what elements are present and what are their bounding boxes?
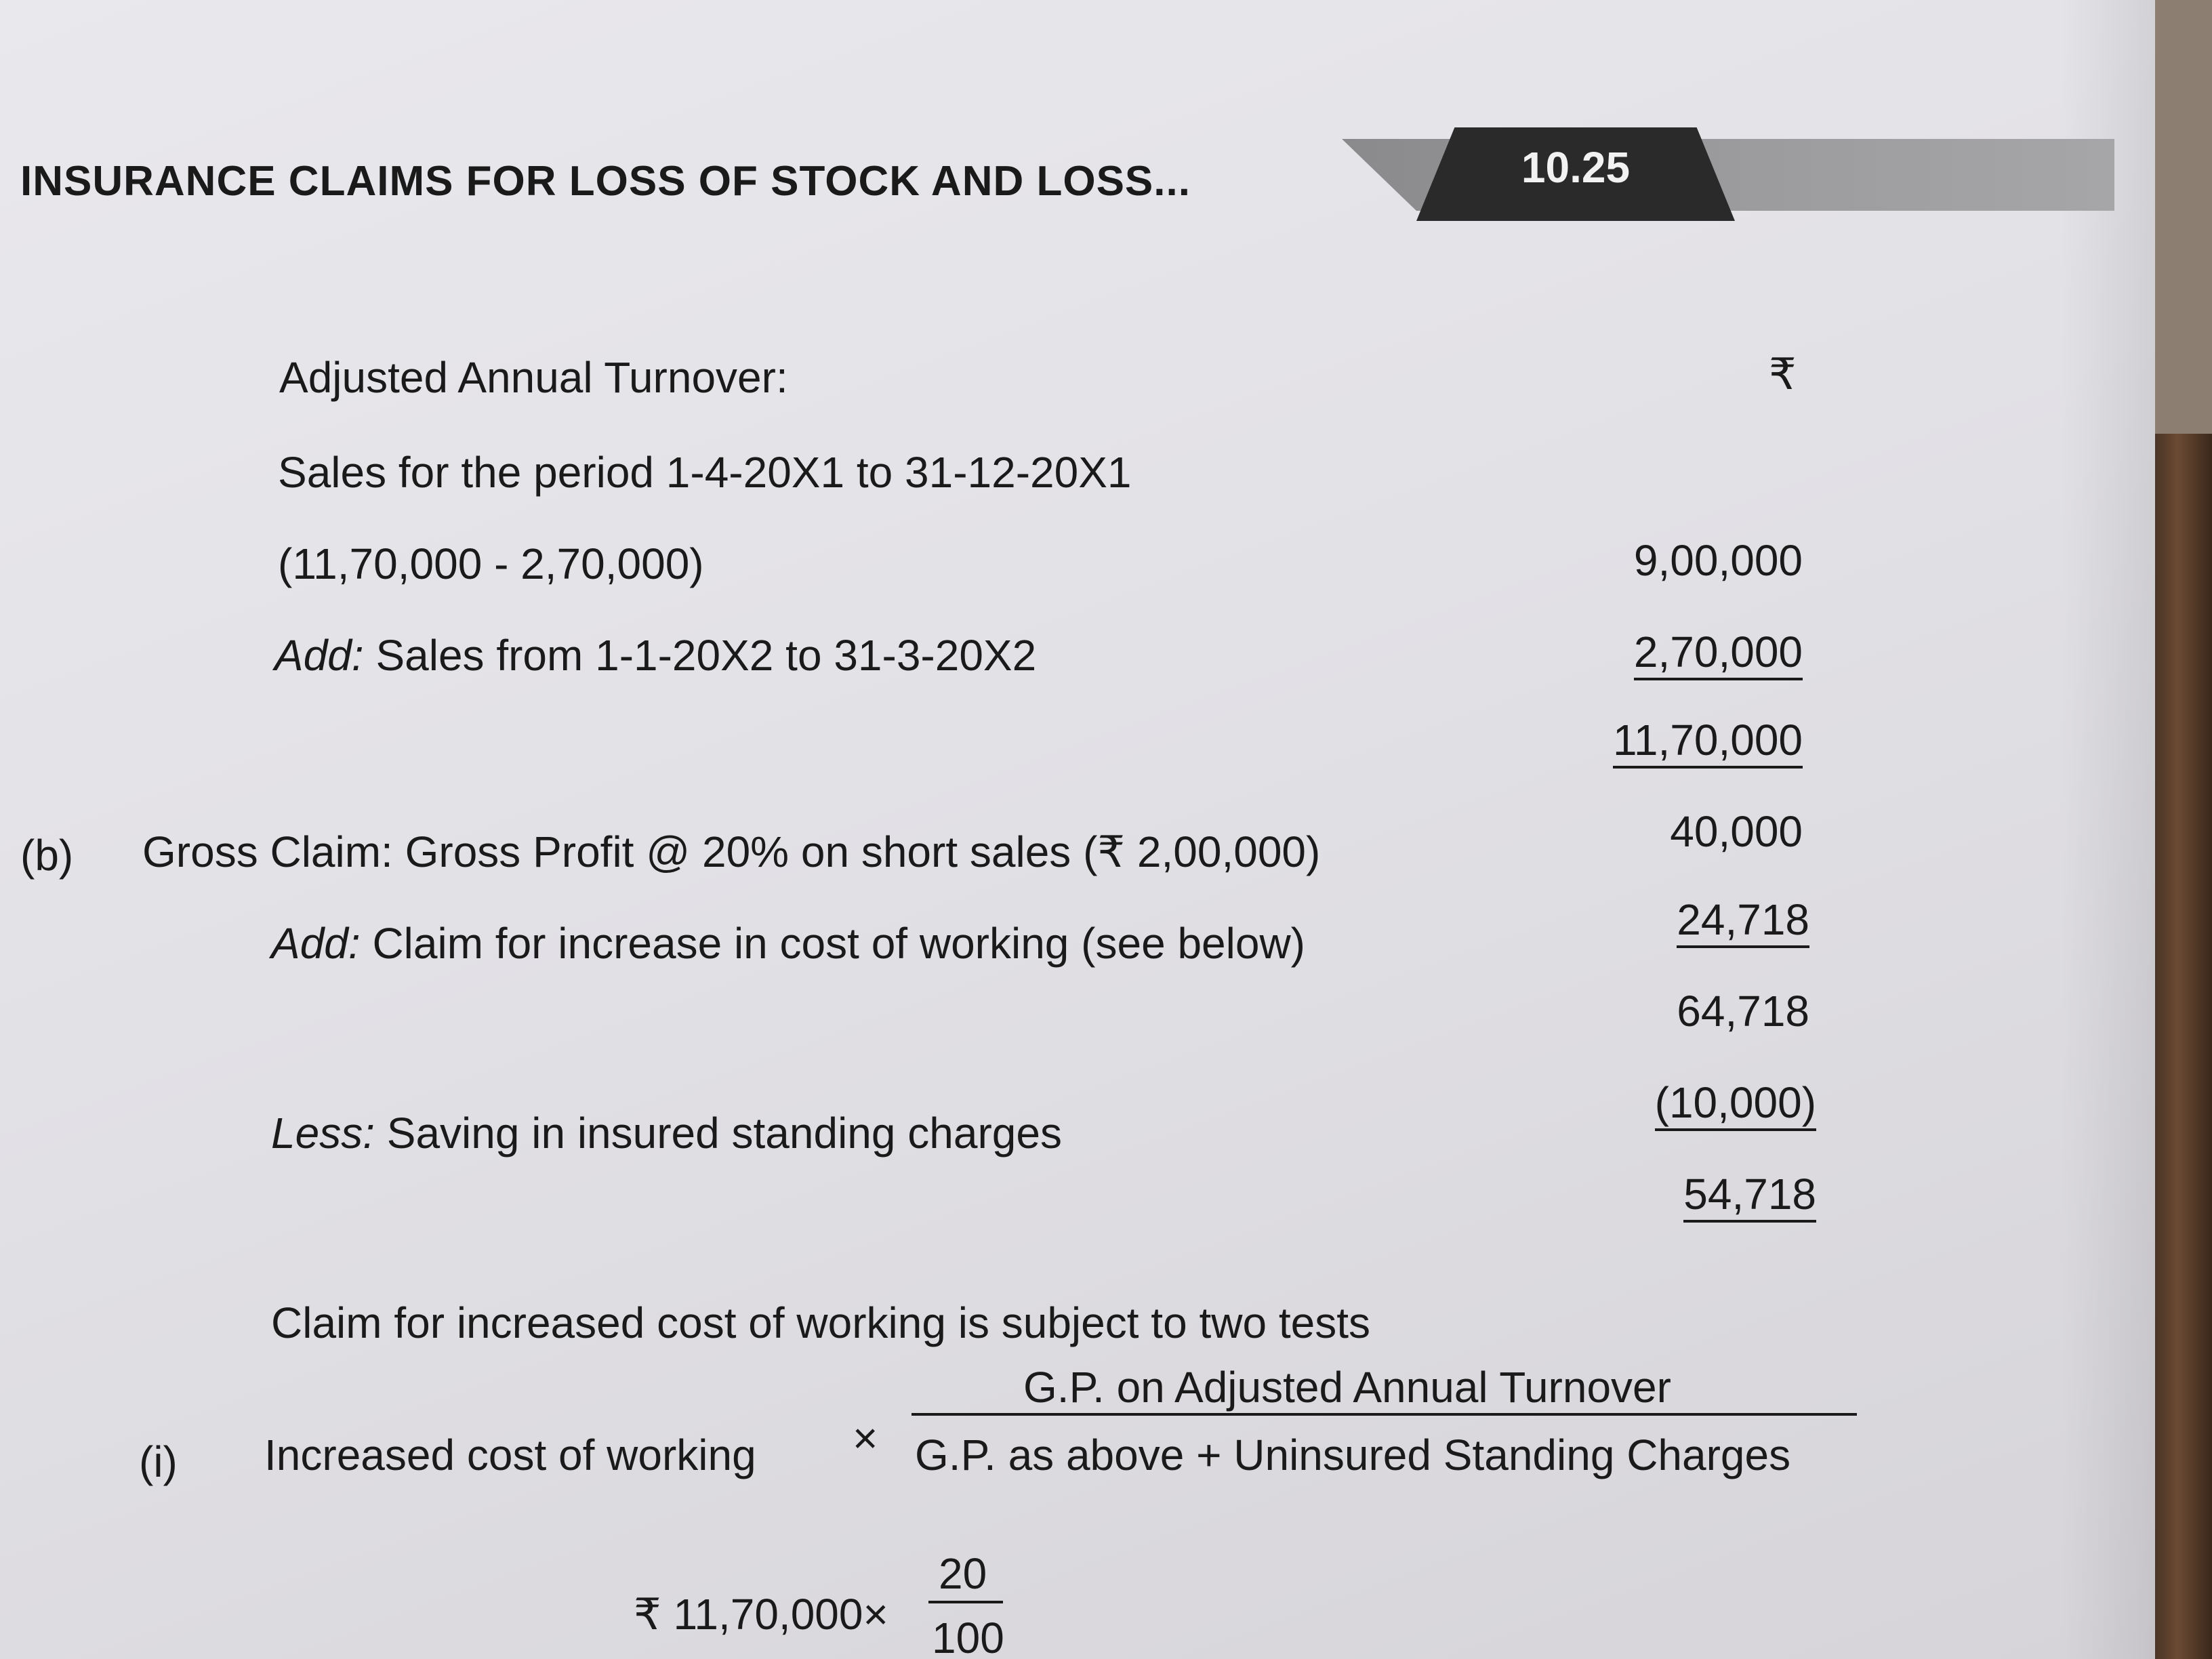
add-sales-line	[274, 630, 1036, 680]
add-sales-value-wrap	[1593, 627, 1803, 677]
add-sales-text: Sales from 1-1-20X2 to 31-3-20X2	[375, 631, 1037, 680]
less-saving-value: (10,000)	[1655, 1078, 1816, 1131]
net-claim-value: 54,718	[1683, 1170, 1816, 1223]
tests-intro: Claim for increased cost of working is subject to two tests	[271, 1298, 1370, 1347]
page-shade	[2060, 0, 2155, 1659]
add-claim-line	[271, 918, 1305, 968]
add-sales-value: 2,70,000	[1634, 628, 1803, 680]
add-claim-value: 24,718	[1677, 895, 1809, 948]
gross-claim-text: Gross Claim: Gross Profit @ 20% on short sales (₹ 2,00,000)	[142, 827, 1321, 876]
test-item-text: Increased cost of working	[264, 1431, 756, 1479]
turnover-total-value: 11,70,000	[1613, 716, 1803, 769]
gross-claim-value: 40,000	[1670, 807, 1803, 856]
add-claim-value-wrap	[1593, 895, 1809, 945]
subtotal-value: 64,718	[1677, 987, 1809, 1036]
fraction-denominator: G.P. as above + Uninsured Standing Charges	[915, 1431, 1791, 1479]
test-item-label: (i)	[139, 1437, 178, 1486]
times-sign: ×	[853, 1414, 878, 1462]
less-prefix: Less:	[271, 1109, 375, 1158]
page-number: 10.25	[1521, 143, 1631, 192]
sales-calc-value: 9,00,000	[1633, 536, 1803, 585]
currency-symbol: ₹	[1769, 350, 1797, 398]
section-b-label: (b)	[20, 831, 74, 880]
fraction-numerator: G.P. on Adjusted Annual Turnover	[1023, 1363, 1671, 1412]
adjusted-turnover-heading: Adjusted Annual Turnover:	[279, 353, 788, 402]
sales-calc-line: (11,70,000 - 2,70,000)	[278, 539, 704, 588]
net-claim-wrap	[1586, 1169, 1816, 1219]
calc-denominator: 100	[932, 1614, 1004, 1659]
chapter-title: INSURANCE CLAIMS FOR LOSS OF STOCK AND LOSS...	[20, 158, 1191, 205]
less-value-wrap	[1586, 1078, 1816, 1128]
add-prefix: Add:	[274, 631, 364, 680]
sales-period-line: Sales for the period 1-4-20X1 to 31-12-20X1	[278, 448, 1132, 497]
book-edge	[2155, 434, 2212, 1659]
turnover-total-wrap	[1559, 715, 1803, 765]
calc-prefix: ₹ 11,70,000×	[634, 1590, 888, 1639]
fraction-bar	[912, 1413, 1857, 1416]
calc-fraction-bar	[928, 1601, 1003, 1603]
calc-numerator: 20	[939, 1549, 987, 1598]
add-claim-prefix: Add:	[271, 919, 361, 968]
add-claim-text: Claim for increase in cost of working (see below)	[372, 919, 1305, 968]
less-saving-text: Saving in insured standing charges	[386, 1109, 1062, 1158]
less-saving-line	[271, 1108, 1062, 1158]
